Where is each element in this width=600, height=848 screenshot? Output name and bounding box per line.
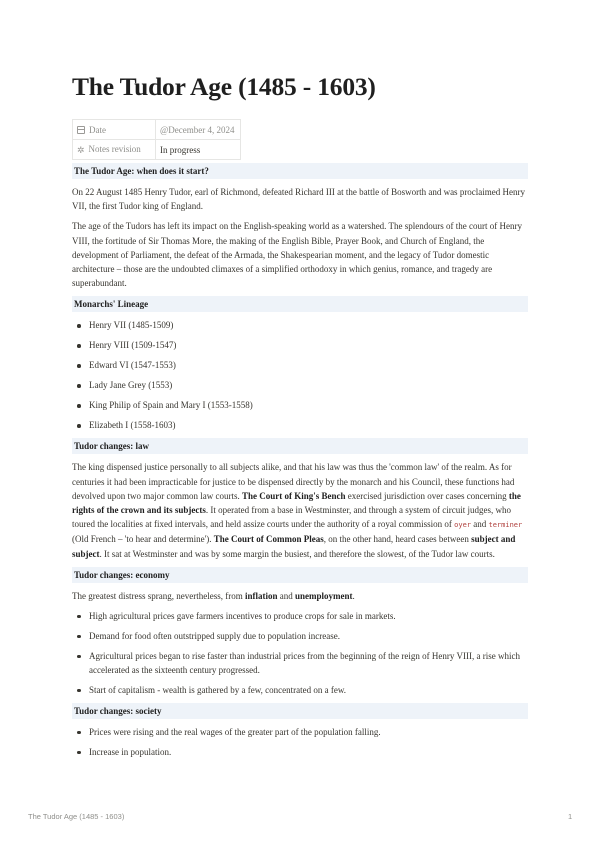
heading-society: Tudor changes: society [72,703,528,719]
paragraph: The age of the Tudors has left its impact on the English-speaking world as a watershed. The splendours of the court of Henry VIII, the fortitude of Sir Thomas More, the making of the English Bible, Prayer Book, and Church of England, the development of Parliament, the defeat of the Armada, the Shakespearian moment, and the legacy of Tudor domestic architecture – those are the undoubted climaxes of a simplified orthodoxy in which genius, romance, and tragedy are superabundant. [72,221,522,289]
list-item: Demand for food often outstripped supply due to population increase. [72,629,528,643]
property-value-status[interactable]: In progress [156,140,241,160]
heading-start: The Tudor Age: when does it start? [72,163,528,179]
list-item: Henry VIII (1509-1547) [72,338,528,352]
calendar-icon [77,126,85,134]
economy-list [72,609,528,697]
list-item: Henry VII (1485-1509) [72,318,528,332]
heading-economy: Tudor changes: economy [72,567,528,583]
list-item: Edward VI (1547-1553) [72,358,528,372]
loading-icon: ✲ [77,145,85,155]
property-row-date [73,120,241,140]
footer-page-number: 1 [568,812,573,821]
society-list [72,725,528,759]
paragraph: On 22 August 1485 Henry Tudor, earl of Richmond, defeated Richard III at the battle of Bosworth and was proclaimed Henry VII, the first Tudor king of England. [72,187,526,212]
property-row-notes-revision [73,140,241,160]
paragraph-law: The king dispensed justice personally to all subjects alike, and that his law was thus the 'common law' of the realm. As for centuries it had been impracticable for justice to be dispensed directly by the monarch and his Council, these functions had devolved upon two major common law courts. The Court of King's Bench exercised jurisdiction over cases concerning the rights of the crown and its subjects. It operated from a base in Westminster, and through a system of circuit judges, who toured the localities at fixed intervals, and held assize courts under the authority of a royal commission of oyer and terminer (Old French – 'to hear and determine'). The Court of Common Pleas, on the other hand, heard cases between subject and subject. It sat at Westminster and was by some margin the busiest, and therefore the slowest, of the Tudor law courts. [72,462,523,559]
heading-monarchs: Monarchs' Lineage [72,296,528,312]
heading-law: Tudor changes: law [72,438,528,454]
inline-code: terminer [488,521,523,530]
property-key: Date [73,120,156,140]
list-item: Elizabeth I (1558-1603) [72,418,528,432]
property-key: ✲ Notes revision [73,140,156,160]
paragraph-economy: The greatest distress sprang, nevertheless, from inflation and unemployment. [72,590,355,601]
list-item: King Philip of Spain and Mary I (1553-1558) [72,398,528,412]
list-item: Increase in population. [72,745,528,759]
property-value-date[interactable]: @December 4, 2024 [156,120,241,140]
list-item: Start of capitalism - wealth is gathered by a few, concentrated on a few. [72,683,528,697]
list-item: Prices were rising and the real wages of the greater part of the population falling. [72,725,528,739]
inline-code: oyer [454,521,471,530]
list-item: Lady Jane Grey (1553) [72,378,528,392]
list-item: Agricultural prices began to rise faster than industrial prices from the beginning of the reign of Henry VIII, a rise which accelerated as the sixteenth century progressed. [72,649,528,677]
monarchs-list [72,318,528,432]
properties-table [72,119,241,160]
page-title: The Tudor Age (1485 - 1603) [72,72,376,101]
document-content [72,163,528,765]
footer-title: The Tudor Age (1485 - 1603) [28,812,125,821]
list-item: High agricultural prices gave farmers incentives to produce crops for sale in markets. [72,609,528,623]
